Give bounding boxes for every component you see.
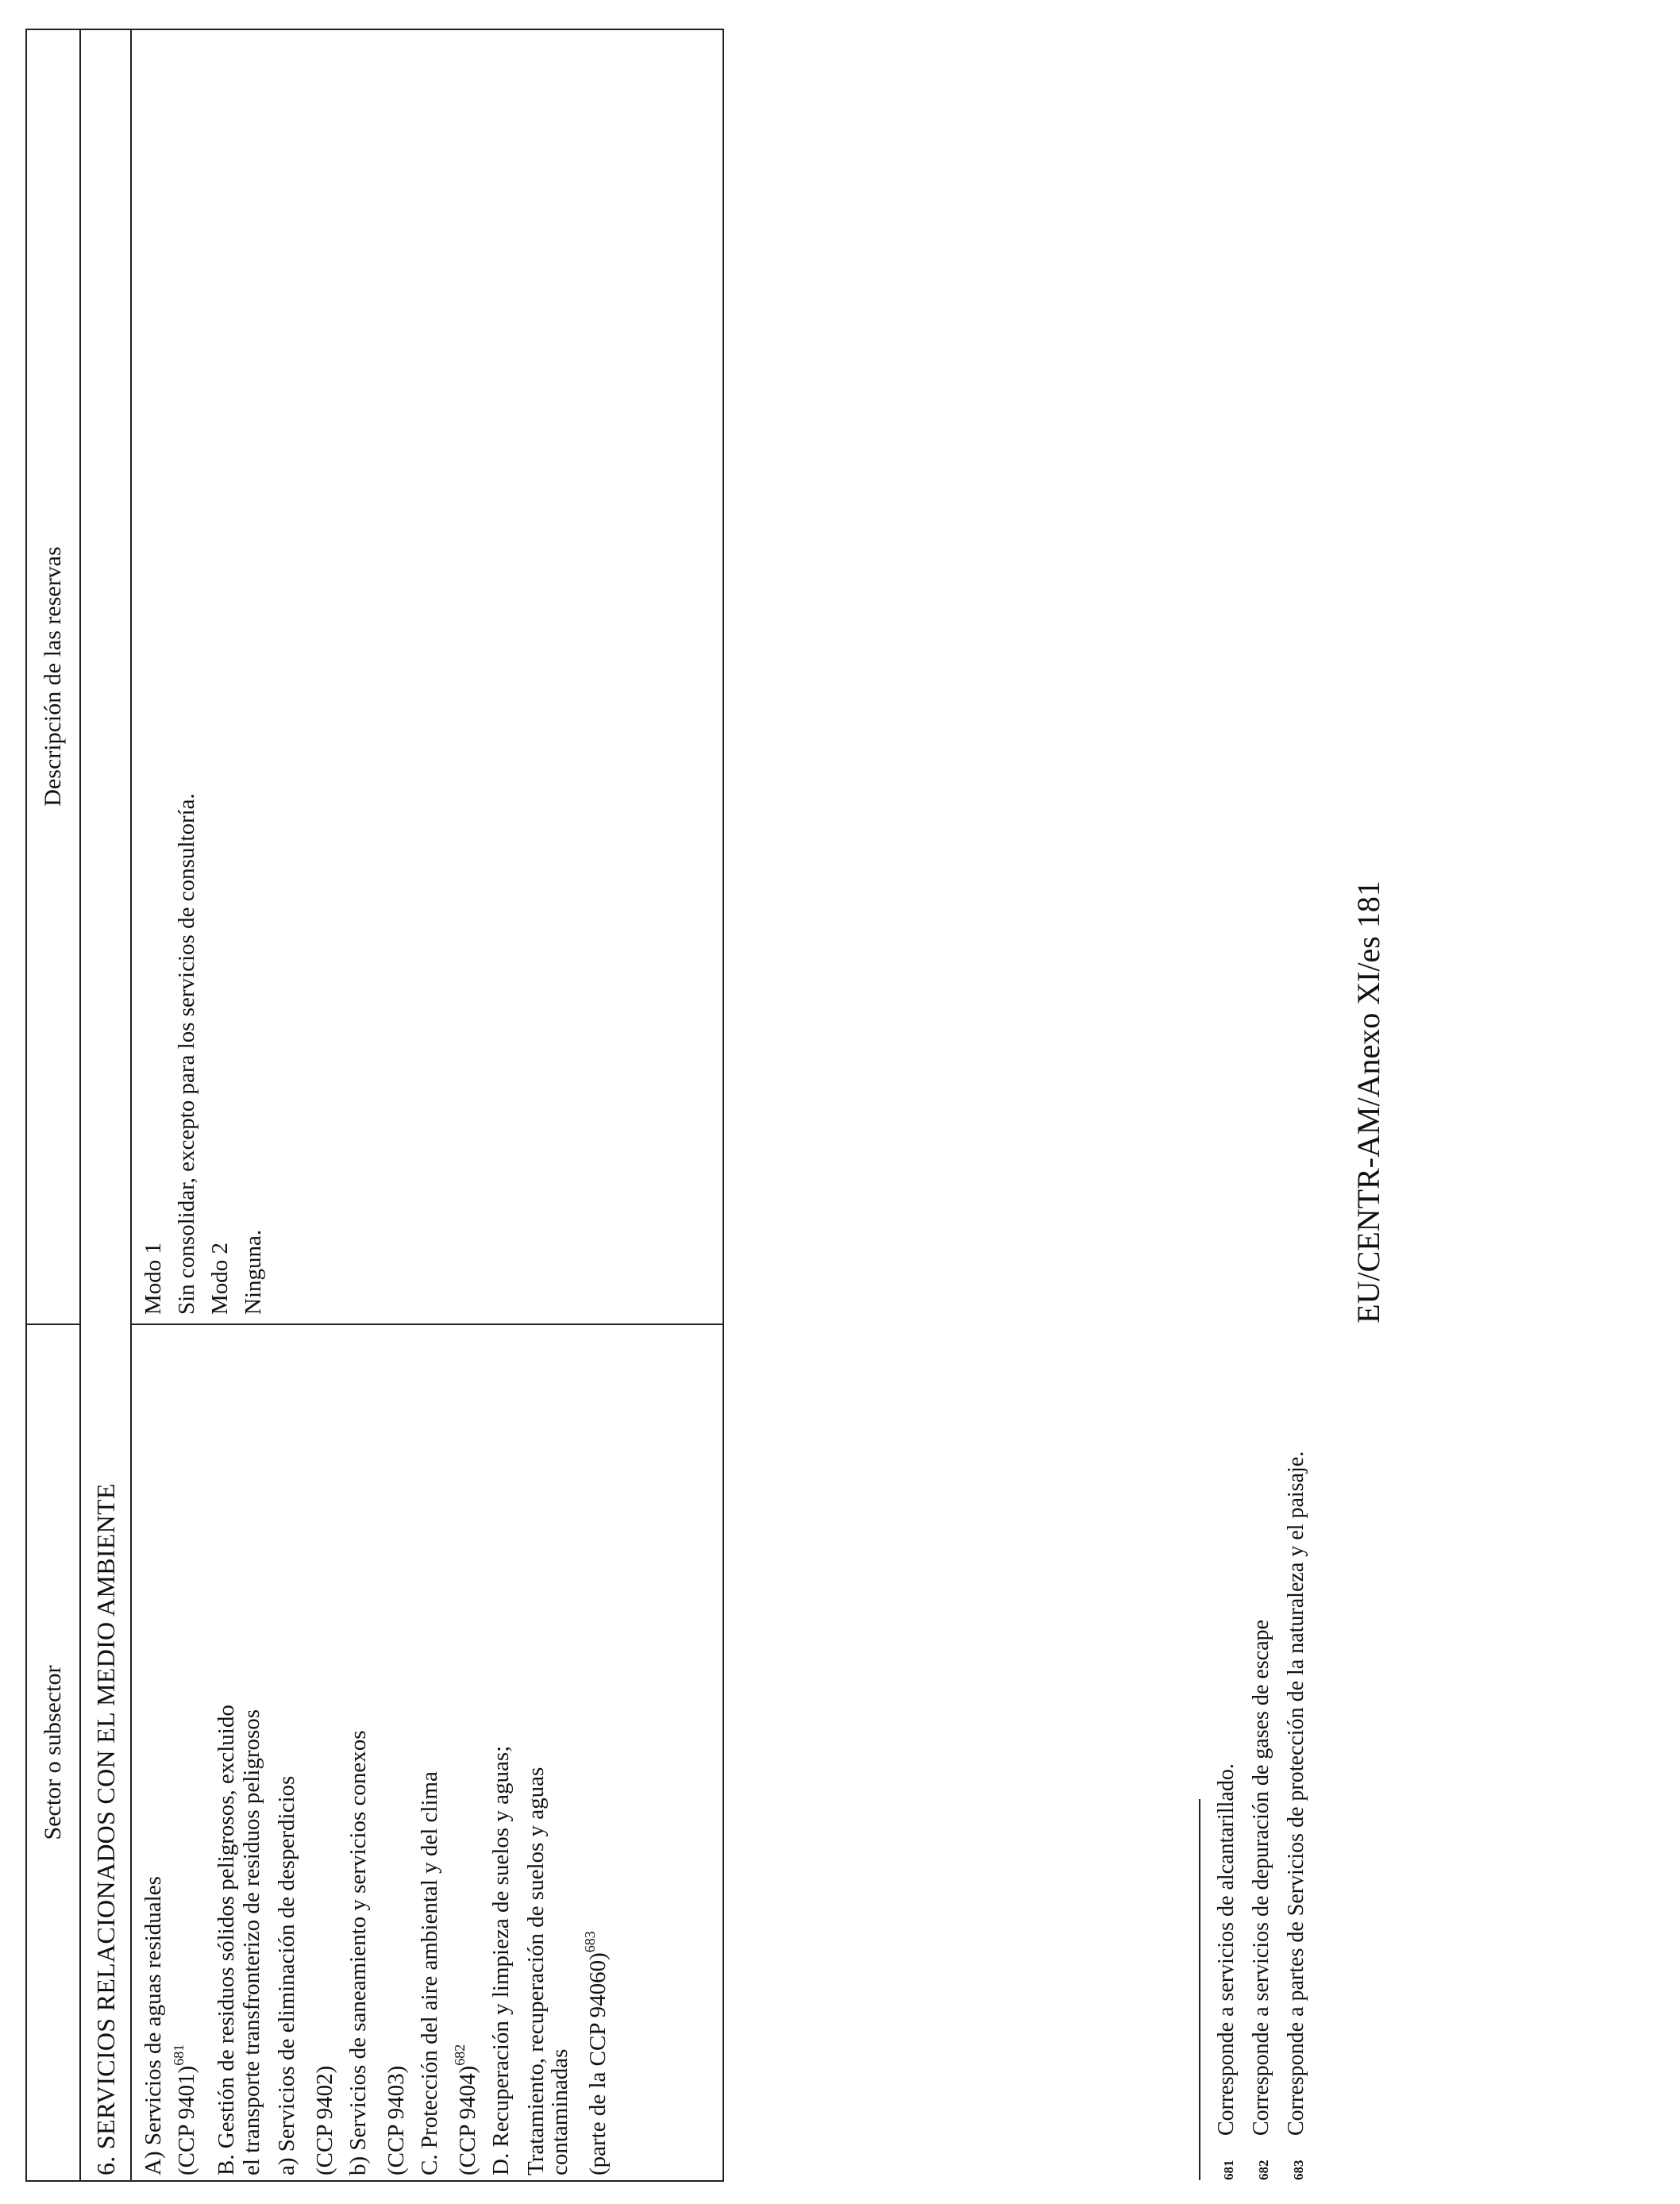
footnote-reference: 683 [582, 1931, 599, 1953]
sector-line-text: contaminadas [547, 2048, 572, 2175]
footnote-text: Corresponde a partes de Servicios de protección de la naturaleza y el paisaje. [1284, 1451, 1308, 2136]
footnote-text: Corresponde a servicios de alcantarillado. [1214, 1763, 1239, 2136]
sector-line-text: C. Protección del aire ambiental y del clima [417, 1771, 442, 2175]
sector-line-text: (CCP 9404) [455, 2065, 480, 2175]
description-line: Modo 1 [141, 1242, 166, 1315]
sector-line [383, 2066, 410, 2175]
sector-line [311, 2066, 338, 2175]
sector-line [416, 1771, 443, 2175]
sector-line-text: A) Servicios de aguas residuales [141, 1876, 166, 2175]
sector-column-header: Sector o subsector [40, 1665, 66, 1840]
sector-line-text: (CCP 9403) [383, 2065, 409, 2175]
footnote-text: Corresponde a servicios de depuración de gases de escape [1249, 1620, 1273, 2136]
description-line: Modo 2 [207, 1242, 233, 1315]
page-footer: EU/CENTR-AM/Anexo XI/es 181 [1351, 880, 1386, 1324]
sector-line-text: el transporte transfronterizo de residuos peligrosos [239, 1709, 264, 2175]
sector-line [140, 1876, 167, 2175]
sector-line [273, 1776, 300, 2175]
sector-line [454, 2044, 481, 2175]
sector-line-text: (CCP 9401) [174, 2065, 199, 2175]
sector-line [546, 2049, 573, 2175]
footnote-number: 681 [1221, 2160, 1236, 2180]
sector-line [238, 1709, 265, 2175]
footnote [1283, 1451, 1312, 2180]
sector-line-text: Tratamiento, recuperación de suelos y aguas [523, 1767, 549, 2175]
section-title: 6. SERVICIOS RELACIONADOS CON EL MEDIO AMBIENTE [91, 1483, 120, 2175]
description-column-header: Descripción de las reservas [40, 546, 66, 807]
sector-line-text: (parte de la CCP 94060) [585, 1952, 611, 2175]
header-rule [79, 30, 81, 2180]
sector-line-text: D. Recuperación y limpieza de suelos y aguas; [488, 1745, 514, 2175]
footnote-reference: 682 [452, 2044, 468, 2066]
sector-line [345, 1730, 372, 2175]
sector-line [487, 1746, 514, 2175]
footnote-number: 683 [1291, 2160, 1306, 2180]
sector-line-text: b) Servicios de saneamiento y servicios conexos [345, 1730, 371, 2175]
description-line: Ninguna. [241, 1229, 266, 1315]
sector-line-text: (CCP 9402) [312, 2065, 337, 2175]
sector-line [213, 1705, 240, 2175]
footnote [1248, 1620, 1277, 2180]
sector-line-text: B. Gestión de residuos sólidos peligrosos, excluido [214, 1705, 239, 2175]
footnote-rule [1199, 1799, 1200, 2180]
footnote-number: 682 [1256, 2160, 1271, 2180]
sector-line [522, 1767, 549, 2175]
sector-line [173, 2044, 200, 2175]
description-line: Sin consolidar, excepto para los servicios de consultoría. [174, 793, 199, 1315]
column-divider [130, 1324, 724, 1325]
reservations-table [25, 29, 724, 2182]
footnote-reference: 681 [171, 2044, 187, 2066]
section-rule [130, 30, 132, 2180]
footnote [1213, 1763, 1243, 2180]
sector-line-text: a) Servicios de eliminación de desperdicios [274, 1775, 299, 2175]
sector-line [584, 1931, 611, 2175]
